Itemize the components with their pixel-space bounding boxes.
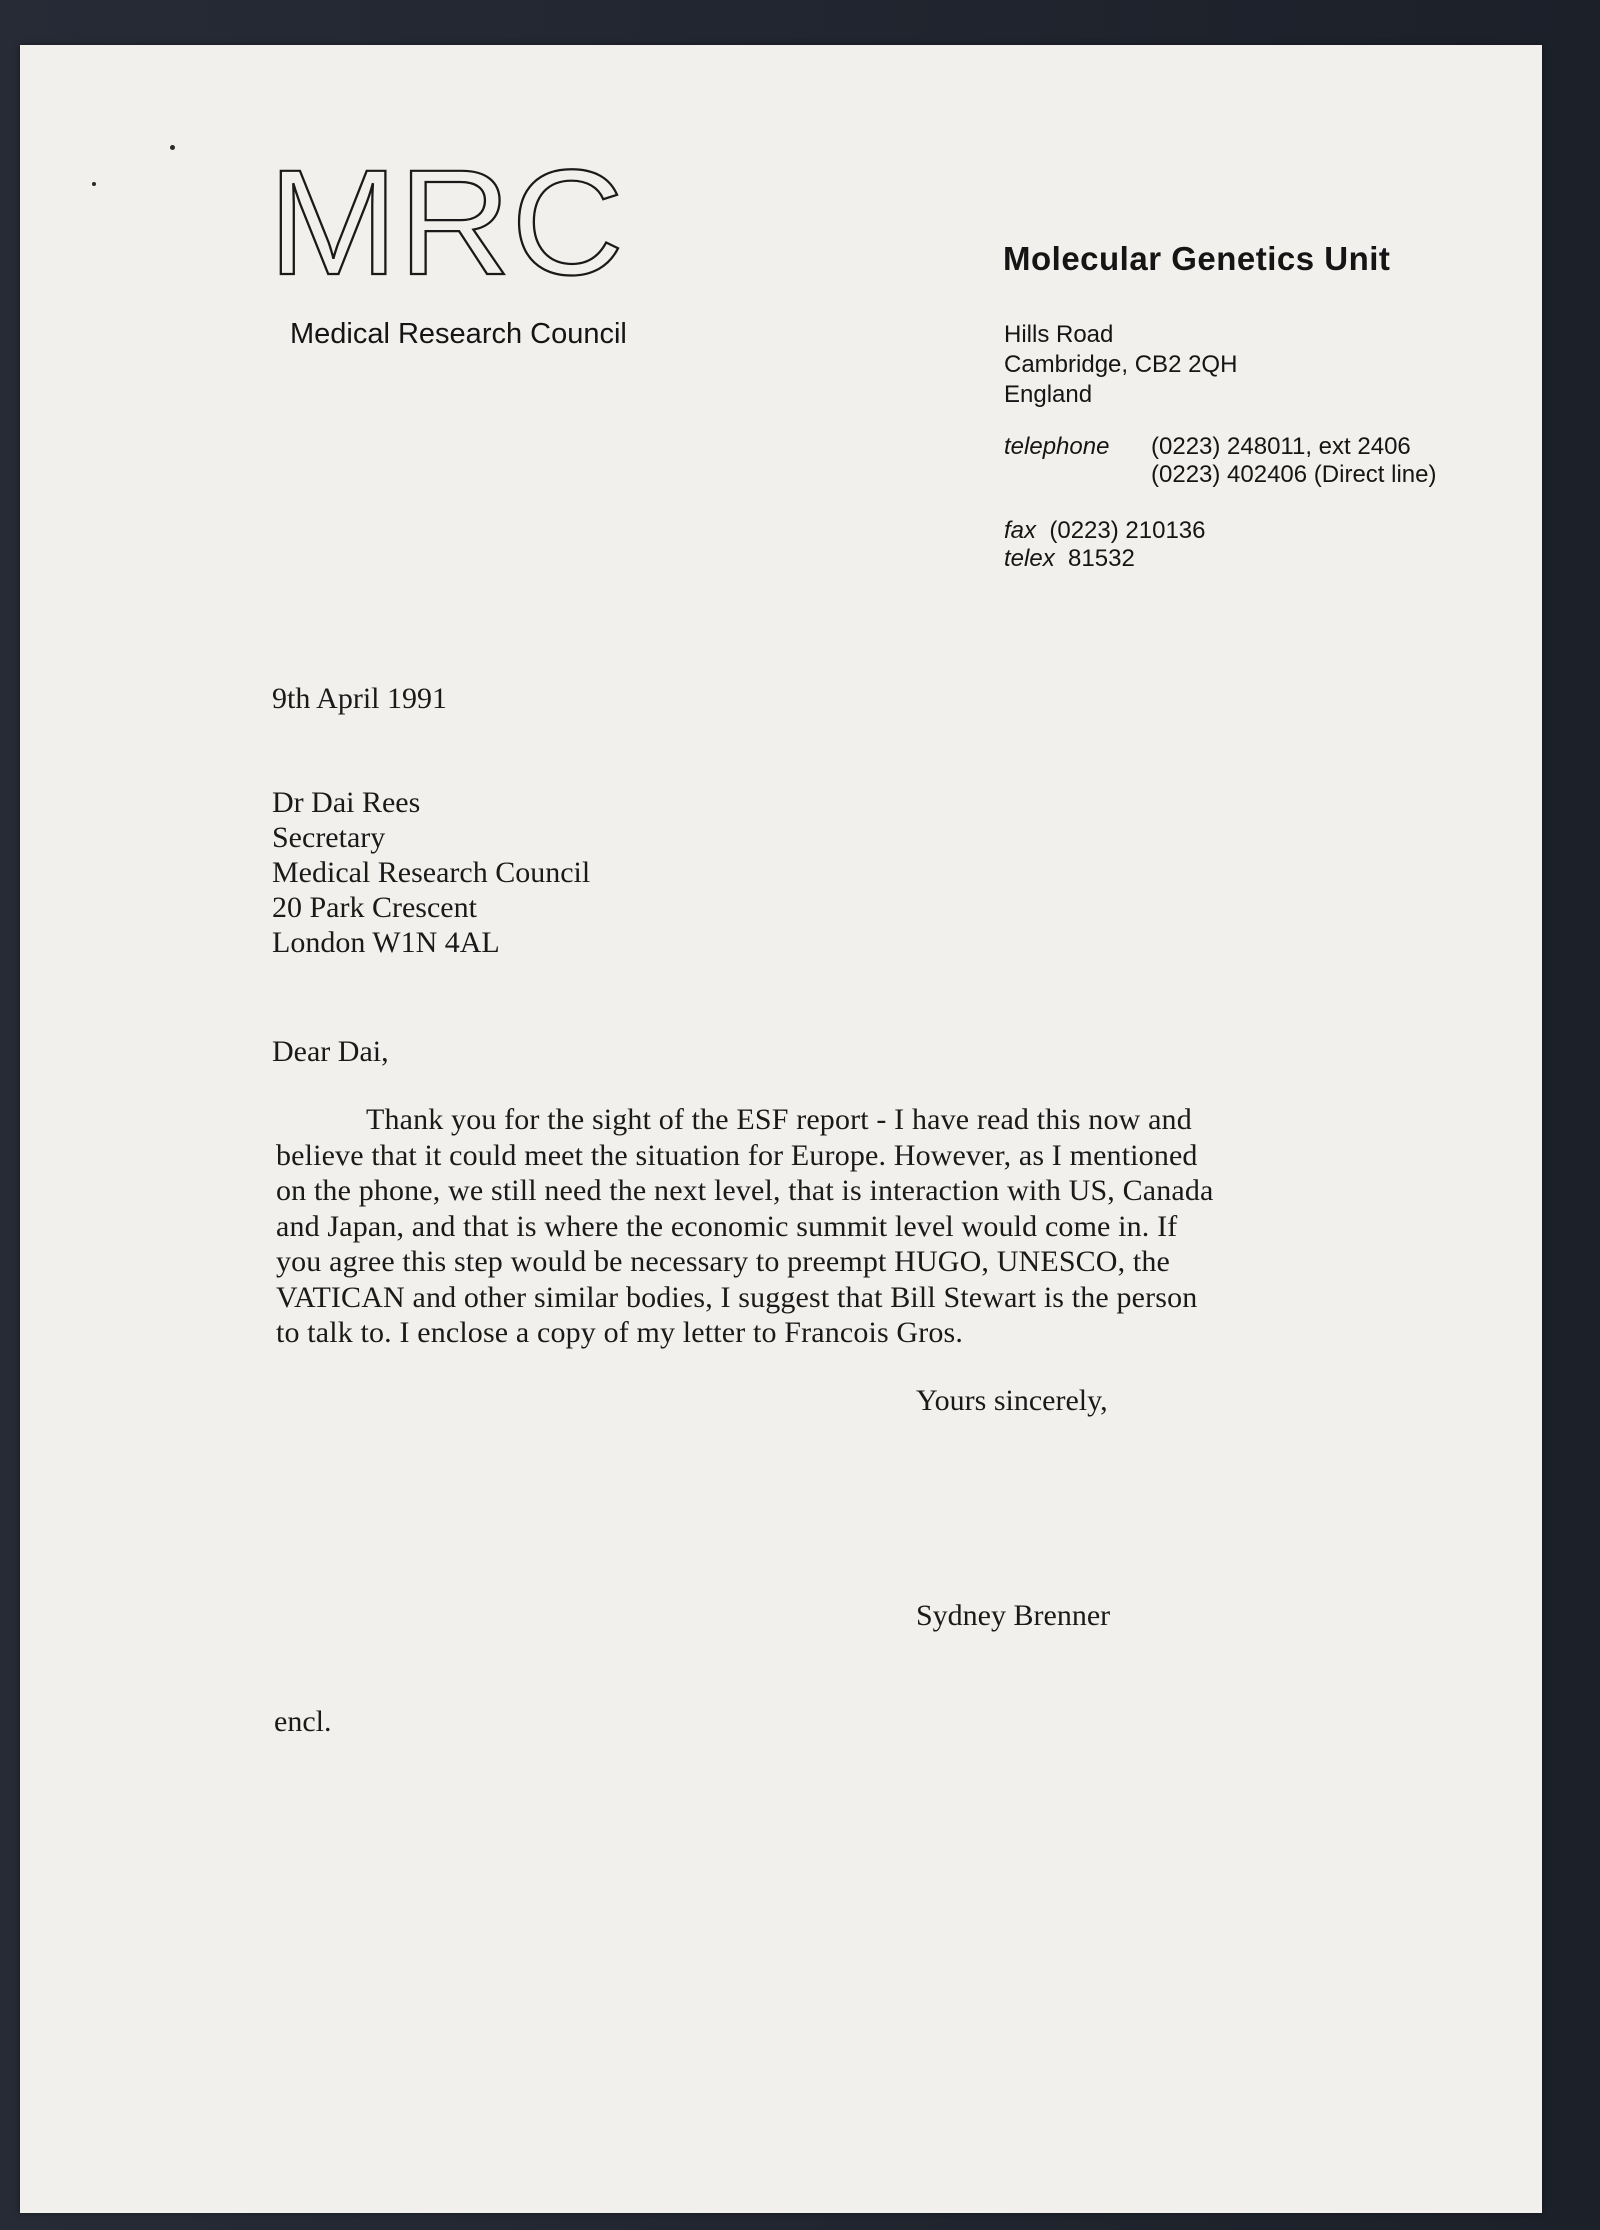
- letter-body: [276, 1102, 1213, 1351]
- body-line: and Japan, and that is where the economic summit level would come in. If: [276, 1209, 1178, 1243]
- telex-line: [1004, 545, 1135, 573]
- recipient-line: London W1N 4AL: [272, 926, 500, 959]
- body-line: to talk to. I enclose a copy of my letter to Francois Gros.: [276, 1316, 964, 1349]
- paper-speck: [170, 145, 175, 150]
- address-line: Hills Road: [1004, 321, 1114, 348]
- address-line: Cambridge, CB2 2QH: [1004, 351, 1238, 378]
- telephone-line: (0223) 248011, ext 2406: [1151, 433, 1411, 460]
- council-name: Medical Research Council: [290, 318, 627, 350]
- unit-address: [1004, 320, 1237, 410]
- address-line: England: [1004, 381, 1093, 408]
- fax-line: [1004, 517, 1206, 545]
- recipient-address: [272, 785, 590, 960]
- signatory-name: Sydney Brenner: [916, 1599, 1111, 1632]
- body-line: VATICAN and other similar bodies, I suggest that Bill Stewart is the person: [276, 1280, 1198, 1314]
- body-line: you agree this step would be necessary to preempt HUGO, UNESCO, the: [276, 1245, 1171, 1278]
- body-line-text: Thank you for the sight of the ESF report - I have read this now and: [366, 1103, 1192, 1136]
- letter-date: 9th April 1991: [272, 682, 448, 715]
- telephone-label-text: telephone: [1004, 433, 1110, 460]
- unit-name: Molecular Genetics Unit: [1003, 240, 1391, 277]
- telex-label: telex: [1004, 545, 1055, 572]
- body-line: [276, 1102, 1213, 1138]
- telephone-label: [1004, 433, 1109, 461]
- mrc-logo: [268, 158, 628, 286]
- recipient-line: 20 Park Crescent: [272, 891, 477, 924]
- mrc-logo-graphic: [268, 158, 628, 286]
- recipient-line: Dr Dai Rees: [272, 786, 421, 819]
- recipient-line: Medical Research Council: [272, 856, 591, 889]
- closing: Yours sincerely,: [916, 1384, 1108, 1417]
- enclosure-note: encl.: [274, 1705, 332, 1738]
- telephone-numbers: [1151, 433, 1436, 489]
- fax-label: fax: [1004, 517, 1037, 544]
- telephone-line: (0223) 402406 (Direct line): [1151, 461, 1437, 488]
- telex-number: 81532: [1068, 545, 1135, 572]
- mrc-logo-text: MRC: [268, 158, 624, 286]
- body-line: believe that it could meet the situation for Europe. However, as I mentioned: [276, 1138, 1198, 1172]
- body-line: on the phone, we still need the next level, that is interaction with US, Canada: [276, 1174, 1214, 1207]
- recipient-line: Secretary: [272, 821, 386, 854]
- paper-speck: [92, 182, 96, 186]
- fax-number: (0223) 210136: [1049, 517, 1206, 544]
- salutation: Dear Dai,: [272, 1035, 389, 1068]
